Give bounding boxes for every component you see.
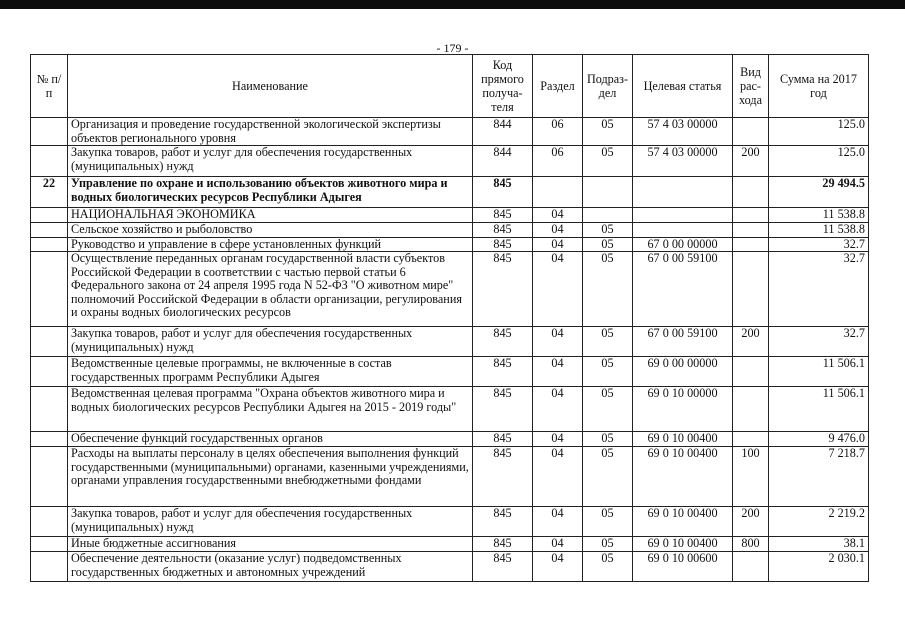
row-code: 844	[473, 146, 533, 177]
row-number	[31, 357, 68, 387]
row-amount: 11 538.8	[769, 222, 869, 237]
row-amount: 125.0	[769, 146, 869, 177]
table-row	[31, 432, 869, 447]
row-section: 06	[533, 146, 583, 177]
row-target: 69 0 10 00600	[633, 552, 733, 582]
row-target: 57 4 03 00000	[633, 118, 733, 146]
page-number: - 179 -	[436, 41, 469, 55]
row-code: 845	[473, 357, 533, 387]
header-target: Целевая статья	[633, 55, 733, 118]
table-row	[31, 222, 869, 237]
table-row	[31, 537, 869, 552]
table-row	[31, 146, 869, 177]
row-number	[31, 432, 68, 447]
row-name: Расходы на выплаты персоналу в целях обеспечения выполнения функций государственными (муниципальными) органами, казенными учреждениями, органами управления государственными внебюджетными фондами	[68, 447, 473, 507]
row-target: 67 0 00 59100	[633, 252, 733, 327]
row-code: 845	[473, 507, 533, 537]
row-target: 69 0 10 00400	[633, 507, 733, 537]
row-amount: 11 538.8	[769, 208, 869, 223]
row-target: 57 4 03 00000	[633, 146, 733, 177]
header-section: Раздел	[533, 55, 583, 118]
table-row	[31, 252, 869, 327]
row-amount: 125.0	[769, 118, 869, 146]
table-row	[31, 208, 869, 223]
row-code: 845	[473, 552, 533, 582]
row-number	[31, 507, 68, 537]
row-section: 04	[533, 237, 583, 252]
table-row	[31, 357, 869, 387]
row-name: Закупка товаров, работ и услуг для обеспечения государственных (муниципальных) нужд	[68, 327, 473, 357]
row-name: Обеспечение функций государственных органов	[68, 432, 473, 447]
row-section: 04	[533, 222, 583, 237]
header-name: Наименование	[68, 55, 473, 118]
row-name: Ведомственная целевая программа "Охрана объектов животного мира и водных биологических ресурсов Республики Адыгея на 2015 - 2019 годы"	[68, 387, 473, 432]
row-expense	[733, 208, 769, 223]
row-target: 69 0 10 00400	[633, 537, 733, 552]
row-subsection: 05	[583, 507, 633, 537]
row-number	[31, 252, 68, 327]
row-section: 04	[533, 357, 583, 387]
row-expense	[733, 252, 769, 327]
row-code: 845	[473, 208, 533, 223]
row-expense	[733, 552, 769, 582]
row-expense: 200	[733, 507, 769, 537]
row-amount: 9 476.0	[769, 432, 869, 447]
row-target: 67 0 00 00000	[633, 237, 733, 252]
row-code: 845	[473, 252, 533, 327]
row-section: 06	[533, 118, 583, 146]
row-code: 845	[473, 327, 533, 357]
row-target: 69 0 00 00000	[633, 357, 733, 387]
budget-table	[30, 54, 869, 582]
row-subsection: 05	[583, 252, 633, 327]
table-header	[31, 55, 869, 118]
row-amount: 38.1	[769, 537, 869, 552]
row-subsection: 05	[583, 357, 633, 387]
row-expense	[733, 387, 769, 432]
row-target: 67 0 00 59100	[633, 327, 733, 357]
row-code: 845	[473, 222, 533, 237]
row-expense	[733, 222, 769, 237]
row-number	[31, 552, 68, 582]
row-section: 04	[533, 507, 583, 537]
row-subsection: 05	[583, 237, 633, 252]
row-name: Закупка товаров, работ и услуг для обеспечения государственных (муниципальных) нужд	[68, 146, 473, 177]
row-number	[31, 537, 68, 552]
row-target	[633, 177, 733, 208]
row-number	[31, 118, 68, 146]
row-name: НАЦИОНАЛЬНАЯ ЭКОНОМИКА	[68, 208, 473, 223]
row-number	[31, 222, 68, 237]
row-target: 69 0 10 00400	[633, 432, 733, 447]
row-subsection: 05	[583, 387, 633, 432]
header-amount: Сумма на 2017 год	[769, 55, 869, 118]
table-row	[31, 118, 869, 146]
row-section: 04	[533, 537, 583, 552]
top-border-bar	[0, 0, 905, 9]
row-expense: 200	[733, 146, 769, 177]
row-subsection: 05	[583, 537, 633, 552]
row-expense: 200	[733, 327, 769, 357]
row-expense	[733, 432, 769, 447]
table-body	[31, 118, 869, 582]
row-subsection: 05	[583, 222, 633, 237]
row-name: Обеспечение деятельности (оказание услуг) подведомственных государственных бюджетных и автономных учреждений	[68, 552, 473, 582]
row-name: Управление по охране и использованию объектов животного мира и водных биологических ресурсов Республики Адыгея	[68, 177, 473, 208]
row-section: 04	[533, 552, 583, 582]
row-target	[633, 222, 733, 237]
row-amount: 32.7	[769, 327, 869, 357]
row-expense	[733, 237, 769, 252]
row-subsection: 05	[583, 118, 633, 146]
row-number	[31, 237, 68, 252]
row-name: Ведомственные целевые программы, не включенные в состав государственных программ Республики Адыгея	[68, 357, 473, 387]
row-target	[633, 208, 733, 223]
table-row	[31, 447, 869, 507]
header-expense: Вид рас-хода	[733, 55, 769, 118]
header-code: Код прямого получа-теля	[473, 55, 533, 118]
row-name: Иные бюджетные ассигнования	[68, 537, 473, 552]
row-code: 845	[473, 237, 533, 252]
row-name: Руководство и управление в сфере установленных функций	[68, 237, 473, 252]
row-amount: 32.7	[769, 237, 869, 252]
row-code: 845	[473, 537, 533, 552]
row-expense: 800	[733, 537, 769, 552]
row-amount: 11 506.1	[769, 387, 869, 432]
row-expense: 100	[733, 447, 769, 507]
row-number	[31, 327, 68, 357]
header-subsection: Подраз-дел	[583, 55, 633, 118]
row-amount: 2 219.2	[769, 507, 869, 537]
row-expense	[733, 177, 769, 208]
row-amount: 7 218.7	[769, 447, 869, 507]
row-subsection: 05	[583, 552, 633, 582]
row-amount: 32.7	[769, 252, 869, 327]
row-target: 69 0 10 00400	[633, 447, 733, 507]
row-name: Организация и проведение государственной экологической экспертизы объектов регионального уровня	[68, 118, 473, 146]
row-section: 04	[533, 387, 583, 432]
row-expense	[733, 118, 769, 146]
row-subsection	[583, 177, 633, 208]
row-name: Осуществление переданных органам государственной власти субъектов Российской Федерации в соответствии с частью первой статьи 6 Федерального закона от 24 апреля 1995 года N 52-ФЗ "О животном мире" полномочий Российской Федерации в области организации, регулирования и охраны водных биологических ресурсов	[68, 252, 473, 327]
header-num: № п/п	[31, 55, 68, 118]
table-row	[31, 177, 869, 208]
row-code: 845	[473, 447, 533, 507]
row-section: 04	[533, 252, 583, 327]
row-section: 04	[533, 432, 583, 447]
row-section: 04	[533, 447, 583, 507]
row-section: 04	[533, 208, 583, 223]
row-number	[31, 387, 68, 432]
row-number	[31, 146, 68, 177]
row-section	[533, 177, 583, 208]
row-name: Закупка товаров, работ и услуг для обеспечения государственных (муниципальных) нужд	[68, 507, 473, 537]
row-code: 845	[473, 177, 533, 208]
row-amount: 2 030.1	[769, 552, 869, 582]
row-subsection: 05	[583, 146, 633, 177]
row-amount: 29 494.5	[769, 177, 869, 208]
row-code: 844	[473, 118, 533, 146]
row-number	[31, 447, 68, 507]
row-target: 69 0 10 00000	[633, 387, 733, 432]
row-subsection: 05	[583, 432, 633, 447]
row-expense	[733, 357, 769, 387]
row-section: 04	[533, 327, 583, 357]
row-amount: 11 506.1	[769, 357, 869, 387]
row-code: 845	[473, 387, 533, 432]
row-code: 845	[473, 432, 533, 447]
table-row	[31, 237, 869, 252]
row-subsection: 05	[583, 447, 633, 507]
row-name: Сельское хозяйство и рыболовство	[68, 222, 473, 237]
table-row	[31, 507, 869, 537]
table-row	[31, 387, 869, 432]
row-number: 22	[31, 177, 68, 208]
row-number	[31, 208, 68, 223]
table-row	[31, 552, 869, 582]
row-subsection: 05	[583, 327, 633, 357]
table-row	[31, 327, 869, 357]
row-subsection	[583, 208, 633, 223]
